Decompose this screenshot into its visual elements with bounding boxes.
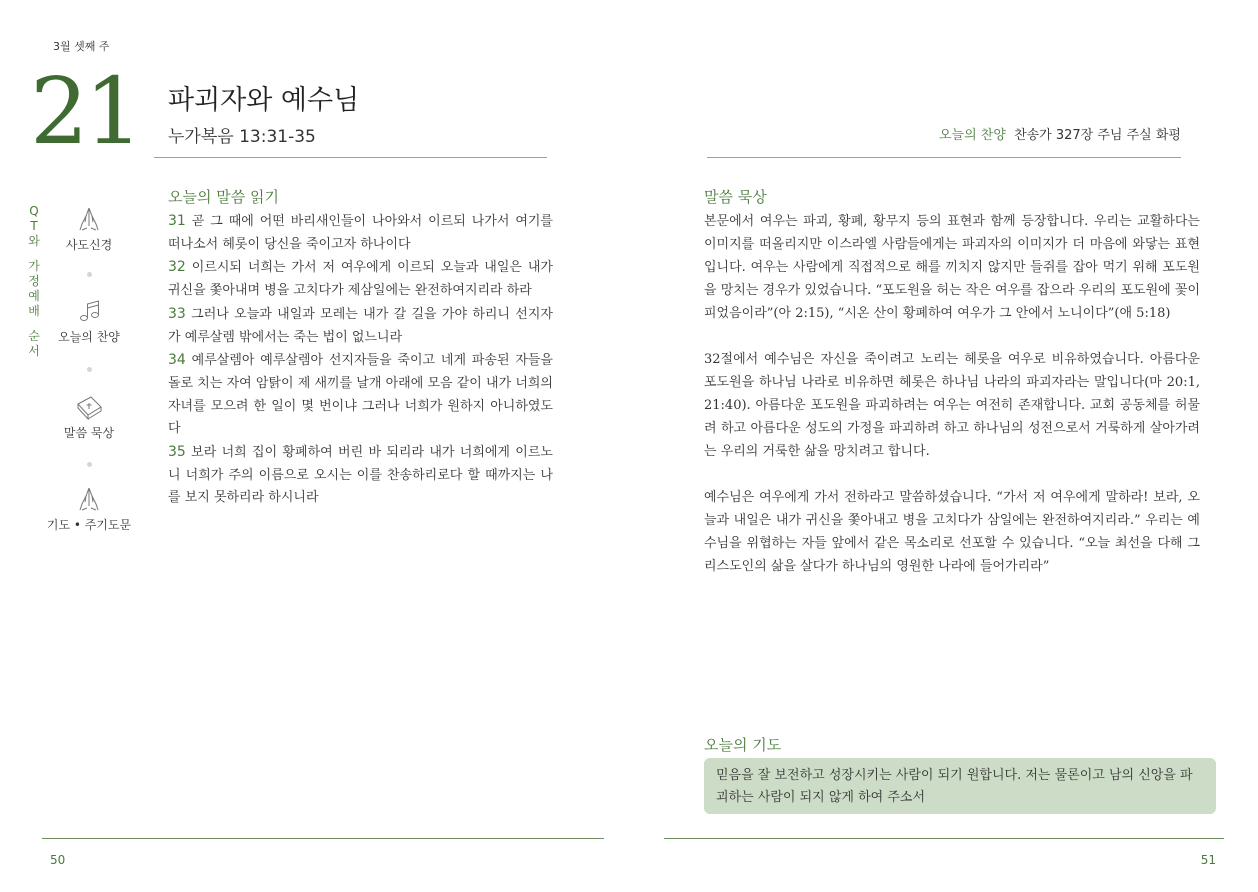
hymn-text: 찬송가 327장 주님 주실 화평	[1014, 128, 1181, 143]
vertical-char: 와	[28, 234, 40, 248]
reading-heading: 오늘의 말씀 읽기	[168, 188, 279, 206]
meditation-paragraph: 예수님은 여우에게 가서 전하라고 말씀하셨습니다. “가서 저 여우에게 말하라! 보라, 오늘과 내일은 내가 귀신을 쫓아내고 병을 고치다가 삼일에는 완전하여지리라.” 우리는 예수님을 위협하는 자들 앞에서 같은 목소리로 선포할 수 있습니다. “오늘 최선을 다해 그리스도인의 삶을 살다가 하나님의 영원한 나라에 들어가리라”	[704, 490, 1200, 574]
order-item-label: 사도신경	[65, 238, 113, 252]
order-item-prayer	[44, 484, 134, 533]
verse-number: 33	[168, 305, 186, 322]
praying-hands-icon	[74, 204, 104, 234]
meditation-paragraph: 본문에서 여우는 파괴, 황폐, 황무지 등의 표현과 함께 등장합니다. 우리는 교활하다는 이미지를 떠올리지만 이스라엘 사람들에게는 파괴자의 이미지가 더 마음에 와닿는 표현입니다. 여우는 사람에게 직접적으로 해를 끼치지 않지만 들쥐를 잡아 먹기 위해 포도원을 망치는 경우가 있었습니다. “포도원을 허는 작은 여우를 잡으라 우리의 포도원에 꽃이 피었음이라”(아 2:15), “시온 산이 황폐하여 여우가 그 안에서 노니이다”(애 5:18)	[704, 214, 1200, 321]
footer-divider	[664, 838, 1224, 839]
verse-text: 예루살렘아 예루살렘아 선지자들을 죽이고 네게 파송된 자들을 돌로 치는 자여 암탉이 제 새끼를 날개 아래에 모음 같이 내가 너희의 자녀를 모으려 한 일이 몇 번이냐 그러나 너희가 원하지 아니하였도다	[168, 353, 553, 437]
vertical-gap	[27, 249, 41, 259]
verse-text: 그러나 오늘과 내일과 모레는 내가 갈 길을 가야 하리니 선지자가 예루살렘 밖에서는 죽는 법이 없느니라	[168, 306, 553, 345]
vertical-gap	[27, 319, 41, 329]
vertical-char: 예	[28, 289, 40, 303]
verse-number: 32	[168, 259, 186, 276]
page-number-right: 51	[1200, 853, 1216, 867]
divider	[154, 157, 547, 158]
vertical-char: 순	[28, 329, 40, 343]
week-label: 3월 셋째 주	[53, 40, 110, 53]
prayer-heading: 오늘의 기도	[704, 736, 782, 754]
vertical-char: 정	[28, 274, 40, 288]
vertical-char: 서	[28, 344, 40, 358]
day-number: 21	[30, 58, 140, 165]
verse-text: 곧 그 때에 어떤 바리새인들이 나아와서 이르되 나가서 여기를 떠나소서 헤롯이 당신을 죽이고자 하나이다	[168, 214, 553, 252]
order-item-meditation	[44, 392, 134, 441]
page-title: 파괴자와 예수님	[168, 85, 360, 116]
vertical-char: Q	[29, 204, 39, 218]
verse-number: 31	[168, 213, 186, 229]
page-number-left: 50	[50, 853, 66, 867]
meditation-heading: 말씀 묵상	[704, 188, 767, 206]
music-note-icon	[74, 296, 104, 326]
prayer-box: 믿음을 잘 보전하고 성장시키는 사람이 되기 원합니다. 저는 물론이고 남의 신앙을 파괴하는 사람이 되지 않게 하여 주소서	[704, 758, 1216, 814]
hymn-label: 오늘의 찬양	[938, 128, 1006, 143]
praying-hands-icon	[74, 484, 104, 514]
bible-icon	[74, 392, 104, 422]
separator-dot	[87, 367, 92, 372]
footer-divider	[42, 838, 604, 839]
meditation-paragraph: 32절에서 예수님은 자신을 죽이려고 노리는 헤롯을 여우로 비유하였습니다. 아름다운 포도원을 하나님 나라로 비유하면 헤롯은 하나님 나라의 파괴자라는 말입니다(마 20:1, 21:40). 아름다운 포도원을 파괴하려는 여우는 여전히 존재합니다. 교회 공동체를 허물려 하고 아름다운 성도의 가정을 파괴하려 하고 하나님의 성전으로서 거룩하게 살아가려는 우리의 거룩한 삶을 망치려고 합니다.	[704, 352, 1200, 459]
verse-number: 35	[168, 444, 186, 461]
verse-text: 보라 너희 집이 황폐하여 버린 바 되리라 내가 너희에게 이르노니 너희가 주의 이름으로 오시는 이를 찬송하리로다 할 때까지는 나를 보지 못하리라 하시니라	[168, 445, 553, 506]
separator-dot	[87, 272, 92, 277]
separator-dot	[87, 462, 92, 467]
scripture-reference: 누가복음 13:31-35	[168, 127, 316, 147]
order-item-label: 말씀 묵상	[63, 426, 115, 440]
vertical-char: T	[30, 219, 38, 233]
vertical-char: 배	[28, 304, 40, 318]
todays-hymn	[939, 124, 1181, 143]
verse-number: 34	[168, 352, 186, 369]
vertical-char: 가	[28, 259, 40, 273]
order-item-hymn	[44, 296, 134, 345]
order-item-label: 기도 • 주기도문	[46, 518, 132, 532]
order-item-label: 오늘의 찬양	[58, 330, 120, 344]
meditation-body	[704, 210, 1200, 601]
scripture-reading	[168, 210, 553, 510]
sidebar-vertical-title	[27, 204, 41, 359]
order-item-apostles-creed	[44, 204, 134, 253]
verse-text: 이르시되 너희는 가서 저 여우에게 이르되 오늘과 내일은 내가 귀신을 쫓아내며 병을 고치다가 제삼일에는 완전하여지리라 하라	[168, 260, 553, 299]
divider	[707, 157, 1181, 158]
